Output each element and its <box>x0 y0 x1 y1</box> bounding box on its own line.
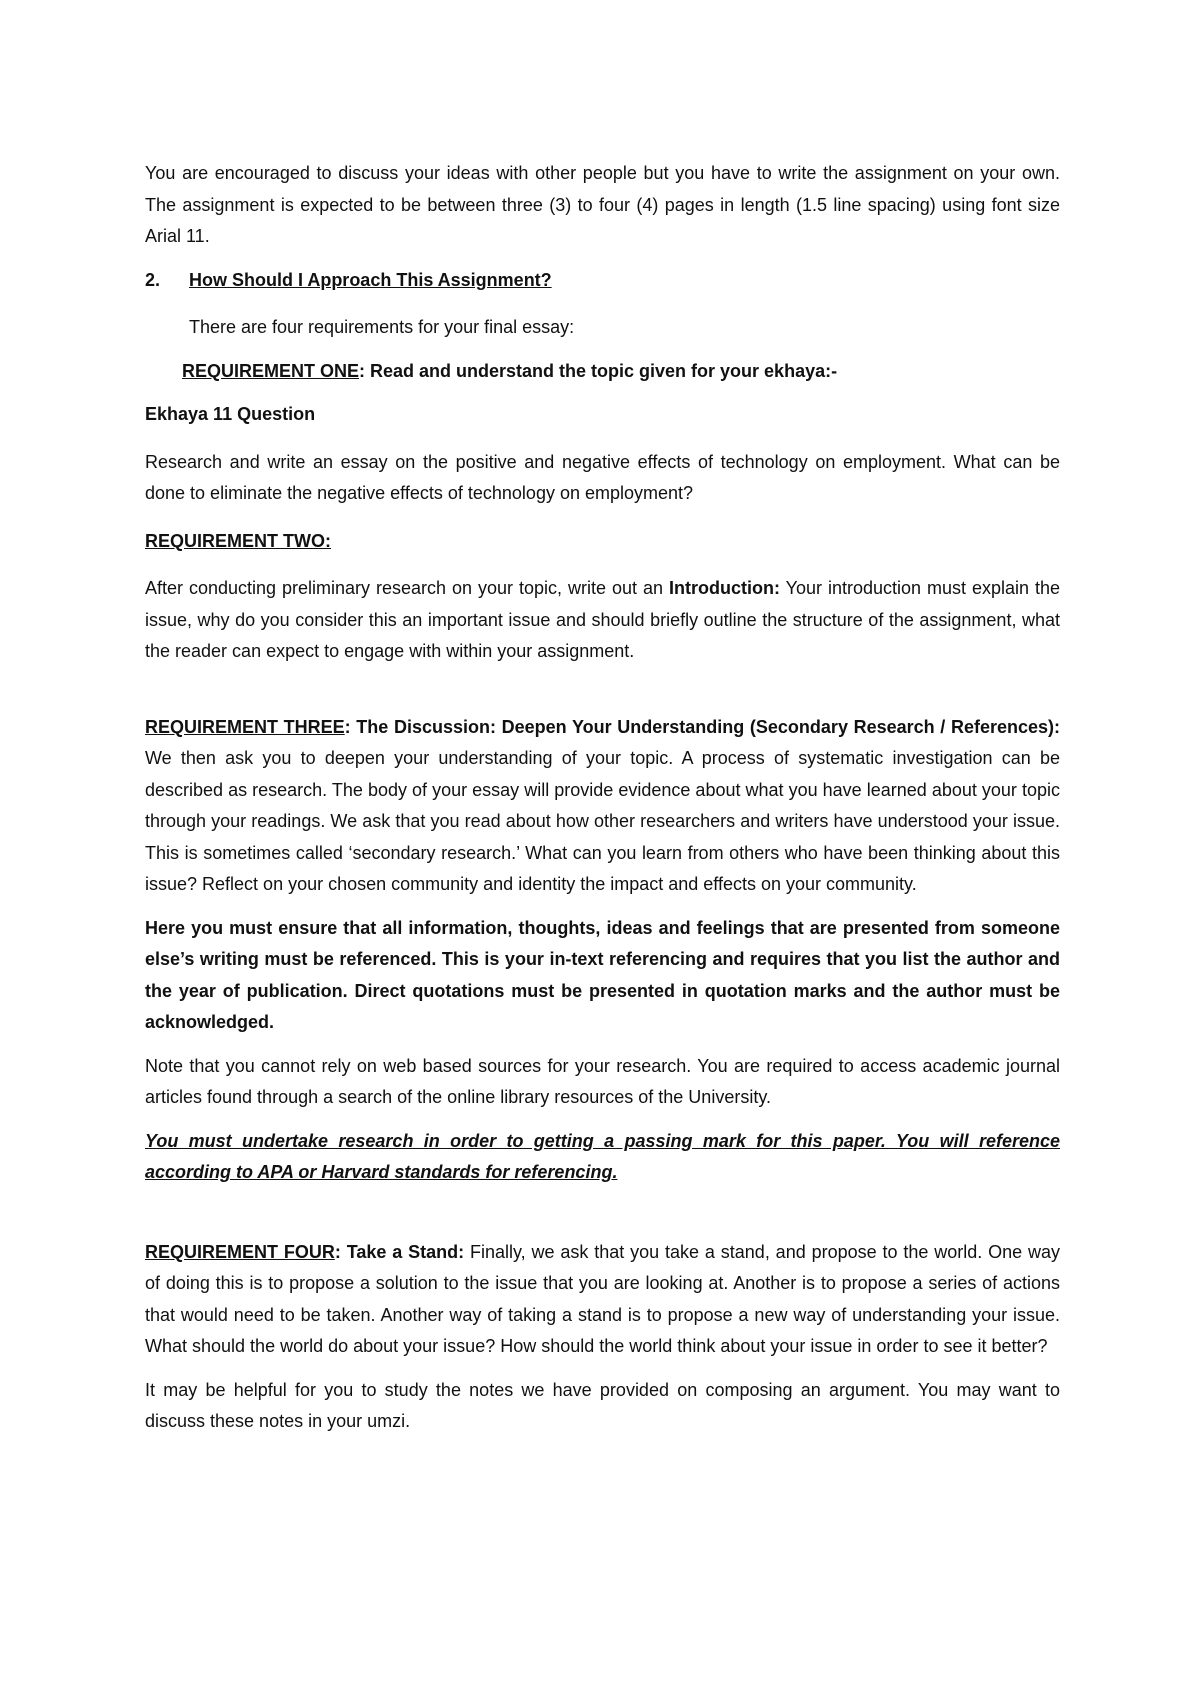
document-page <box>145 158 1060 1438</box>
requirements-lead: There are four requirements for your final essay: <box>189 317 575 337</box>
section-heading <box>145 265 1060 297</box>
requirement-four-heading: : Take a Stand: <box>334 1241 465 1262</box>
ekhaya-heading: Ekhaya 11 Question <box>145 404 316 424</box>
requirement-two-label: REQUIREMENT TWO: <box>145 530 331 551</box>
intro-paragraph: You are encouraged to discuss your ideas with other people but you have to write the assignment on your own. The assignment is expected to be between three (3) to four (4) pages in length (1.5 line spacing) using font size Arial 11. <box>145 163 1060 246</box>
requirement-one-label: REQUIREMENT ONE <box>182 360 360 381</box>
referencing-note: Here you must ensure that all information, thoughts, ideas and feelings that are presented from someone else’s writing must be referenced. This is your in-text referencing and requires that you list the author and the year of publication. Direct quotations must be presented in quotation marks and the author must be acknowledged. <box>145 917 1060 1032</box>
requirement-two-keyword: Introduction: <box>668 578 780 598</box>
requirement-one-text: : Read and understand the topic given for your ekhaya:- <box>359 360 838 381</box>
requirement-four-text: Finally, we ask that you take a stand, and propose to the world. One way of doing this is to propose a solution to the issue that you are looking at. Another is to propose a series of actions that would need to be taken. Another way of taking a stand is to propose a new way of understanding your issue. What should the world do about your issue? How should the world think about your issue in order to see it better? <box>145 1241 1060 1356</box>
requirement-four-paragraph <box>145 1237 1060 1363</box>
requirement-three-text: We then ask you to deepen your understanding of your topic. A process of systematic investigation can be described as research. The body of your essay will provide evidence about what you have learned about your topic through your readings. We ask that you read about how other researchers and writers have understood your issue. This is sometimes called ‘secondary research.’ What can you learn from others who have been thinking about this issue? Reflect on your chosen community and identity the impact and effects on your community. <box>145 748 1060 894</box>
requirement-two-lead: After conducting preliminary research on your topic, write out an <box>145 578 669 598</box>
requirement-one <box>145 356 1060 388</box>
section-number: 2. <box>145 269 161 290</box>
research-warning: You must undertake research in order to getting a passing mark for this paper. You will reference according to APA or Harvard standards for referencing. <box>145 1130 1060 1182</box>
requirement-three-heading: : The Discussion: Deepen Your Understanding (Secondary Research / References): <box>344 716 1060 737</box>
ekhaya-question: Research and write an essay on the positive and negative effects of technology on employment. What can be done to eliminate the negative effects of technology on employment? <box>145 451 1060 503</box>
closing-paragraph: It may be helpful for you to study the notes we have provided on composing an argument. You may want to discuss these notes in your umzi. <box>145 1379 1060 1431</box>
section-title: How Should I Approach This Assignment? <box>189 269 552 290</box>
requirement-two-paragraph <box>145 573 1060 668</box>
requirement-two-text: Your introduction must explain the issue, why do you consider this an important issue and should briefly outline the structure of the assignment, what the reader can expect to engage with within your assignment. <box>145 578 1060 661</box>
requirement-four-label: REQUIREMENT FOUR <box>145 1241 335 1262</box>
sources-note: Note that you cannot rely on web based sources for your research. You are required to access academic journal articles found through a search of the online library resources of the University. <box>145 1055 1060 1107</box>
requirement-three-label: REQUIREMENT THREE <box>145 716 345 737</box>
requirement-three-paragraph <box>145 712 1060 901</box>
